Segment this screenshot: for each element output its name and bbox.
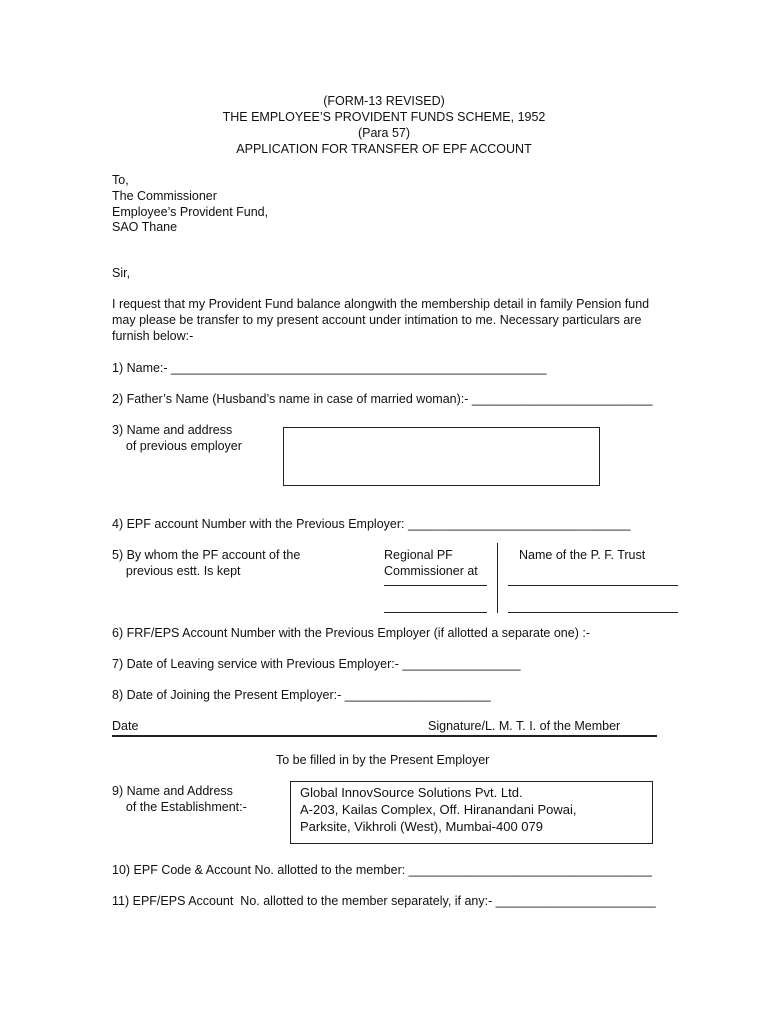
field-pf-kept-label: 5) By whom the PF account of the <box>112 548 301 562</box>
field-epf-code[interactable]: 10) EPF Code & Account No. allotted to the member: ___________________________________ <box>112 863 652 877</box>
commissioner-at-label: Commissioner at <box>384 564 478 578</box>
signature-label: Signature/L. M. T. I. of the Member <box>428 719 621 733</box>
address-line-commissioner: The Commissioner <box>112 189 217 203</box>
para-reference: (Para 57) <box>357 126 411 140</box>
application-title: APPLICATION FOR TRANSFER OF EPF ACCOUNT <box>236 142 532 156</box>
field-previous-employer-label: 3) Name and address <box>112 423 233 437</box>
field-epf-eps-separate[interactable]: 11) EPF/EPS Account No. allotted to the member separately, if any:- _______________________ <box>112 894 656 908</box>
column-divider <box>497 543 498 613</box>
establishment-address-2: Parksite, Vikhroli (West), Mumbai-400 079 <box>300 819 544 834</box>
trust-line-2[interactable] <box>508 612 678 613</box>
request-line-2: may please be transfer to my present account under intimation to me. Necessary particulars are <box>112 313 642 327</box>
field-date-joining[interactable]: 8) Date of Joining the Present Employer:- _____________________ <box>112 688 491 702</box>
previous-employer-box[interactable] <box>283 427 600 486</box>
form-number: (FORM-13 REVISED) <box>323 94 445 108</box>
regional-pf-label: Regional PF <box>384 548 453 562</box>
establishment-name: Global InnovSource Solutions Pvt. Ltd. <box>300 785 523 800</box>
field-epf-account-previous[interactable]: 4) EPF account Number with the Previous Employer: ________________________________ <box>112 517 631 531</box>
request-line-1: I request that my Provident Fund balance alongwith the membership detail in family Pension fund <box>112 297 650 311</box>
date-label: Date <box>112 719 139 733</box>
request-line-3: furnish below:- <box>112 329 194 343</box>
field-frf-eps-account[interactable]: 6) FRF/EPS Account Number with the Previous Employer (if allotted a separate one) :- <box>112 626 590 640</box>
employer-section-heading: To be filled in by the Present Employer <box>276 753 490 767</box>
field-name[interactable]: 1) Name:- ______________________________________________________ <box>112 361 547 375</box>
field-previous-employer-label-2: of previous employer <box>112 439 242 453</box>
trust-line-1[interactable] <box>508 585 678 586</box>
establishment-address-1: A-203, Kailas Complex, Off. Hiranandani Powai, <box>300 802 577 817</box>
field-pf-kept-label-2: previous estt. Is kept <box>112 564 241 578</box>
commissioner-line-2[interactable] <box>384 612 487 613</box>
address-line-sao: SAO Thane <box>112 220 178 234</box>
address-line-epf: Employee’s Provident Fund, <box>112 205 269 219</box>
pf-trust-label: Name of the P. F. Trust <box>519 548 646 562</box>
scheme-title: THE EMPLOYEE’S PROVIDENT FUNDS SCHEME, 1952 <box>222 110 546 124</box>
salutation: Sir, <box>112 266 131 280</box>
field-fathers-name[interactable]: 2) Father’s Name (Husband’s name in case of married woman):- __________________________ <box>112 392 653 406</box>
commissioner-line-1[interactable] <box>384 585 487 586</box>
field-establishment-label-2: of the Establishment:- <box>112 800 247 814</box>
section-divider <box>112 735 657 737</box>
address-to: To, <box>112 173 129 187</box>
field-date-leaving[interactable]: 7) Date of Leaving service with Previous Employer:- _________________ <box>112 657 521 671</box>
field-establishment-label: 9) Name and Address <box>112 784 233 798</box>
